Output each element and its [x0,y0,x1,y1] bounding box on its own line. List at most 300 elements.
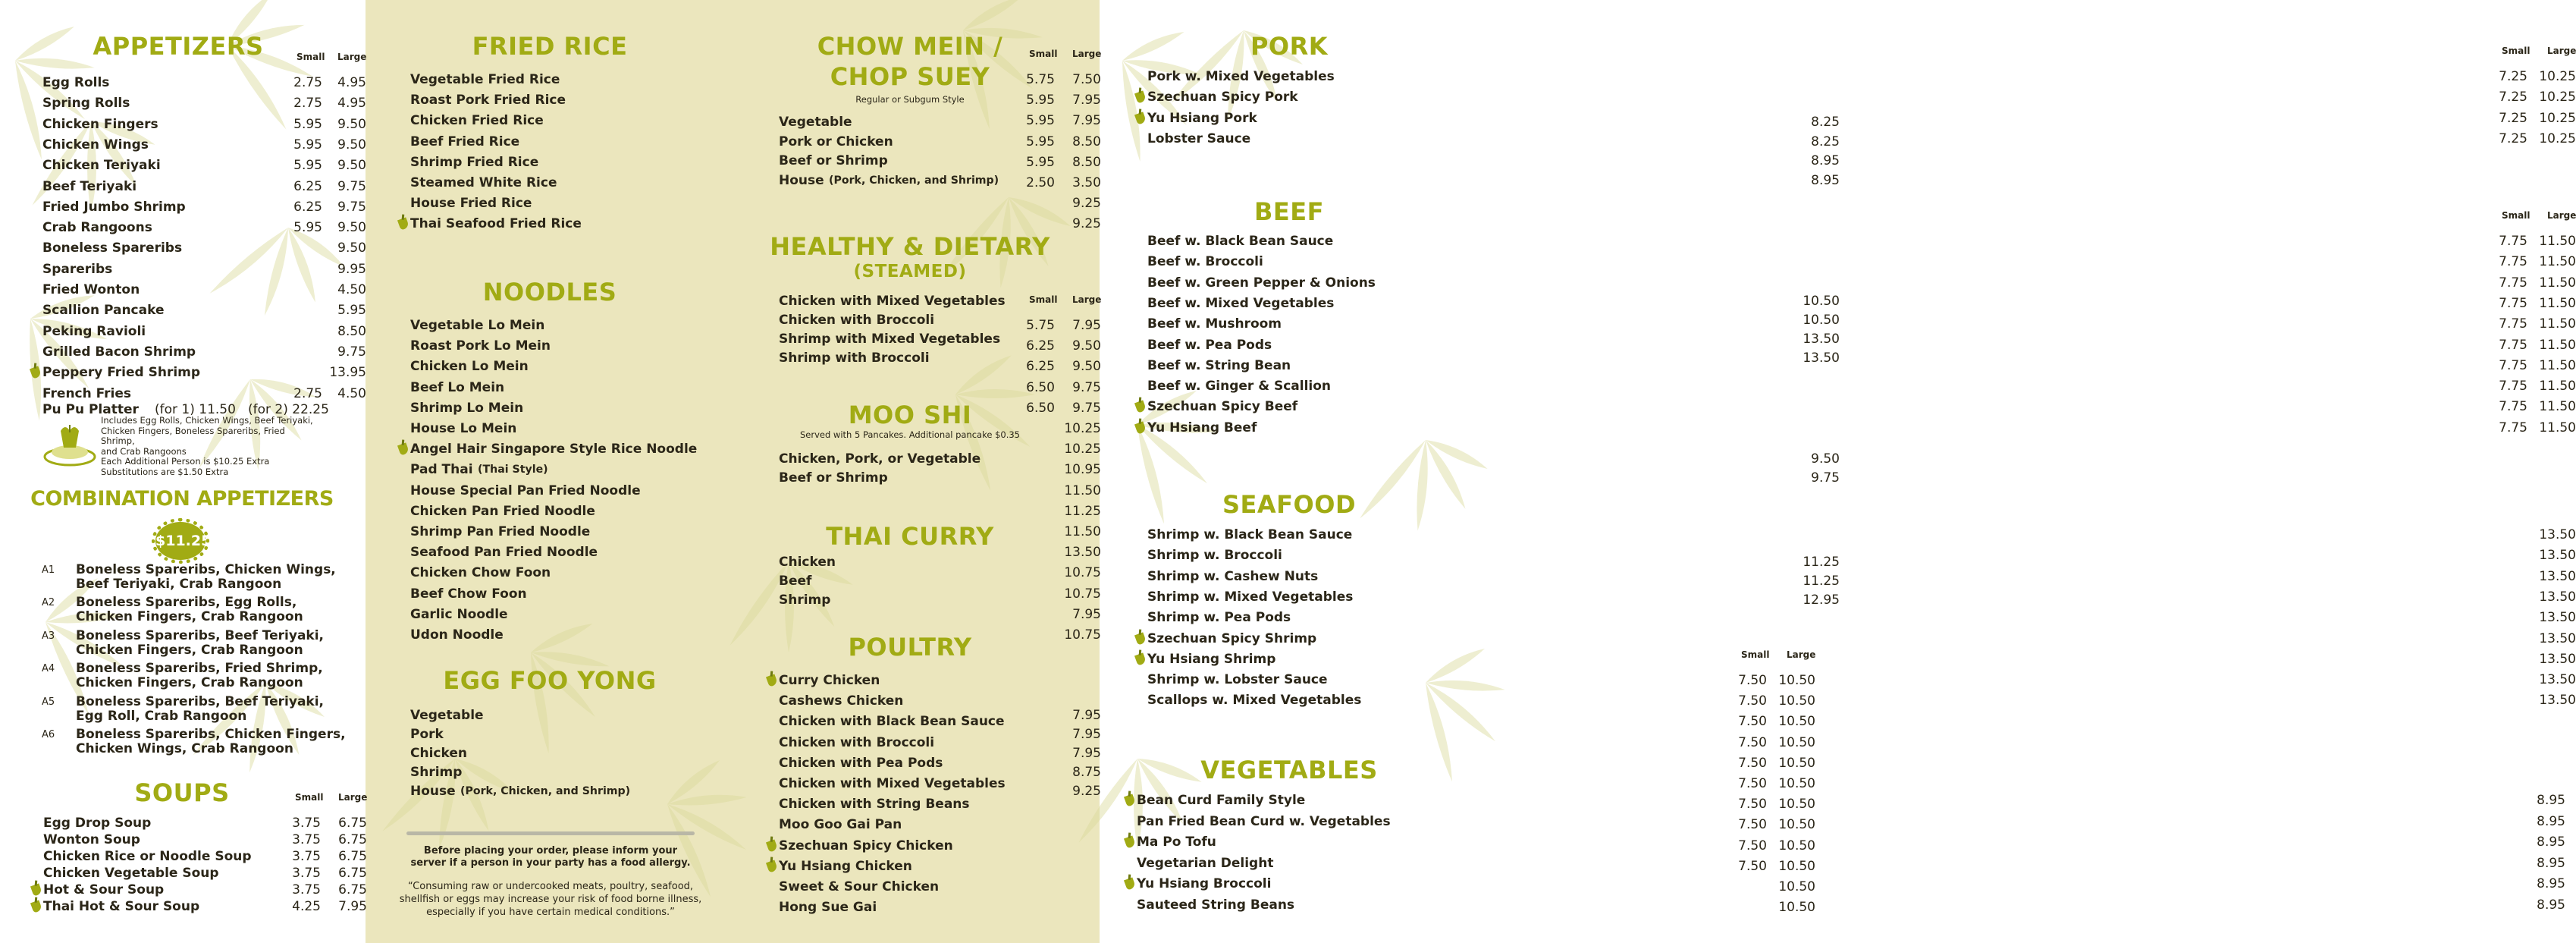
item-price-large: 7.95 [1072,93,1101,108]
column-header: Large [2547,210,2576,221]
item-name: Fried Jumbo Shrimp [42,199,186,215]
poultry-title: POULTRY [848,633,972,662]
item-price-large: 9.75 [337,178,366,194]
item-price-small: 6.25 [1026,359,1055,375]
item-price-large: 8.50 [1072,134,1101,149]
note-line: Substitutions are $1.50 Extra [101,466,229,477]
item-price: 13.50 [2539,630,2576,646]
item-price-large: 9.25 [1072,216,1101,232]
item-price-large: 11.50 [2539,420,2576,435]
item-price: 8.95 [2537,855,2565,871]
menu-item [1147,397,2576,416]
menu-item [42,342,366,362]
menu-item [1147,273,2576,293]
item-price: 8.95 [2537,813,2565,829]
menu-item [42,93,366,113]
column-header: Large [2547,46,2576,56]
menu-item [42,363,366,382]
column-header: Large [1072,294,1102,305]
item-price-large: 10.75 [1064,627,1101,643]
item-name: Pu Pu Platter [42,402,139,417]
menu-item [42,73,366,93]
item-price-small: 7.50 [1738,776,1767,791]
combo-id: A6 [42,729,55,740]
note-line: Each Additional Person is $10.25 Extra [101,456,270,467]
item-price-large: 10.50 [1778,673,1815,688]
item-price-small: 7.25 [2499,90,2527,105]
item-price-large: 10.50 [1778,734,1815,750]
item-price-small: 3.75 [292,849,321,864]
column-header: Large [338,792,368,803]
menu-item [410,542,1101,562]
item-price-large: 13.95 [329,365,366,381]
item-price-small: 6.25 [293,178,322,194]
menu-item [1147,629,2576,649]
item-price: 8.25 [1811,134,1840,149]
item-price-large: 10.25 [2539,90,2576,105]
item-price-large: 11.25 [1064,503,1101,519]
item-price-small: 7.25 [2499,130,2527,146]
item-price-large: 9.75 [337,344,366,360]
soups-title: SOUPS [134,778,230,807]
item-price-large: 4.50 [337,282,366,297]
item-price-large: 8.50 [337,323,366,339]
item-name: Lobster Sauce [1147,130,1251,146]
item-name: Beef or Shrimp [779,470,888,486]
consumption-warning [399,880,702,919]
item-price-small: 7.25 [2499,110,2527,126]
item-price-large: 10.25 [1064,421,1101,436]
item-name: Peppery Fried Shrimp [42,365,201,381]
item-price-small: 7.75 [2499,234,2527,249]
item-name: Vegetarian Delight [1137,855,1274,871]
item-price: 13.50 [2539,610,2576,626]
item-price-small: 2.75 [293,96,322,112]
item-price-large: 9.50 [337,220,366,236]
item-name: Hong Sue Gai [779,900,877,916]
item-price: 8.95 [1811,172,1840,188]
item-name: Shrimp with Broccoli [779,350,930,366]
item-name: Shrimp w. Pea Pods [1147,610,1291,626]
item-name: Roast Pork Fried Rice [410,93,566,108]
item-name: Fried Wonton [42,282,140,297]
menu-item [1147,418,2576,438]
item-name: Garlic Noodle [410,606,508,622]
item-name: Shrimp Pan Fried Noodle [410,524,591,539]
item-name: Vegetable [779,115,852,130]
item-price-large: 11.50 [2539,254,2576,270]
item-name: Chicken Fried Rice [410,113,544,129]
item-price-small: 7.50 [1738,714,1767,730]
item-price-small: 7.50 [1738,817,1767,833]
column-header: Large [1787,649,1816,660]
item-price-small: 7.75 [2499,316,2527,332]
item-name: Shrimp Lo Mein [410,400,524,416]
pupu-platter-icon [42,422,97,467]
item-price-large: 7.95 [1072,318,1101,333]
combo-description [76,728,346,756]
item-name: Chicken with Pea Pods [779,755,943,771]
item-price-small: 3.75 [292,866,321,881]
column-header: Small [2502,46,2531,56]
menu-item [1147,87,2576,107]
item-price-large: 6.75 [338,882,367,897]
item-name: Chicken Pan Fried Noodle [410,503,595,519]
item-price: 9.50 [1811,451,1840,467]
item-price: 8.95 [2537,897,2565,913]
item-name: Chicken Rice or Noodle Soup [43,849,252,864]
item-name: Shrimp with Mixed Vegetables [779,332,1001,347]
item-name: Angel Hair Singapore Style Rice Noodle [410,442,698,457]
note-line: Chicken Fingers, Boneless Spareribs, Fried Shrimp, [101,425,285,447]
item-price-large: 10.25 [2539,110,2576,126]
item-price-large: 9.50 [337,158,366,174]
menu-item [42,177,366,196]
item-price-small: 5.95 [1026,113,1055,129]
item-name: Chicken with Broccoli [779,313,935,328]
item-name: Roast Pork Lo Mein [410,338,551,354]
item-price: 7.95 [1072,746,1101,761]
moo-shi-title: MOO SHI [848,401,972,429]
column-header: Large [337,52,367,62]
combo-description [76,695,324,724]
item-price-large: 11.50 [2539,234,2576,249]
item-price-small: 4.25 [292,899,321,914]
item-price: 13.50 [2539,651,2576,667]
item-note: (Thai Style) [478,464,548,476]
item-price-large: 10.50 [1778,693,1815,709]
item-price-large: 10.50 [1778,714,1815,730]
item-name: Beef w. Pea Pods [1147,337,1272,353]
item-name: Vegetable Lo Mein [410,318,545,333]
item-price-small: 5.95 [293,158,322,174]
item-price-small: 7.75 [2499,275,2527,291]
item-name: Beef w. Ginger & Scallion [1147,379,1332,394]
item-name: Beef or Shrimp [779,153,888,168]
item-name: Chicken Vegetable Soup [43,866,219,881]
column-header: Small [295,792,324,803]
item-price-small: 5.95 [1026,134,1055,149]
item-price: 8.95 [2537,876,2565,891]
item-name: Chicken [779,555,836,570]
vegetables-title: VEGETABLES [1200,756,1378,784]
item-name: Seafood Pan Fried Noodle [410,545,598,561]
item-price: 8.75 [1072,765,1101,780]
item-price-large: 6.75 [338,832,367,847]
item-price-large: 11.50 [2539,316,2576,332]
item-name: Shrimp w. Broccoli [1147,548,1282,564]
item-price-large: 11.50 [2539,357,2576,373]
item-price-small: 6.25 [1026,338,1055,354]
item-price-large: 9.50 [1072,338,1101,354]
chow-mein-title-line2: CHOP SUEY [830,62,990,91]
item-price-large: 10.50 [1778,797,1815,813]
item-price: 13.50 [1803,332,1840,347]
column-header: Small [1029,294,1058,305]
item-price-small: 7.50 [1738,858,1767,874]
item-name: Chicken with Broccoli [779,734,935,750]
item-name: House [410,784,456,799]
item-name: Cashews Chicken [779,693,904,709]
item-name: Egg Rolls [42,75,110,90]
item-name: Grilled Bacon Shrimp [42,344,196,360]
item-price-small: 5.95 [293,137,322,152]
note-line: Includes Egg Rolls, Chicken Wings, Beef Teriyaki, [101,415,313,426]
item-name: Pan Fried Bean Curd w. Vegetables [1137,813,1391,829]
item-name: Thai Hot & Sour Soup [43,899,200,914]
divider-bar [406,831,695,835]
item-price: 13.50 [1803,350,1840,366]
item-name: House [779,172,824,188]
item-price-large: 9.50 [1072,359,1101,375]
item-name: Peking Ravioli [42,323,146,339]
menu-item [42,197,366,217]
item-price-large: 9.50 [337,240,366,256]
item-name: Crab Rangoons [42,220,152,236]
fried-rice-title: FRIED RICE [472,32,628,61]
menu-item [1147,525,2576,545]
item-price-large: 7.95 [1072,113,1101,129]
item-price-large: 11.50 [2539,295,2576,311]
chow-mein-subtitle: Regular or Subgum Style [855,94,965,105]
menu-item [1147,608,2576,627]
item-name: Chicken Lo Mein [410,359,529,375]
combo-description [76,563,336,592]
item-name: Beef Teriyaki [42,178,137,194]
item-name: Beef w. Green Pepper & Onions [1147,275,1376,291]
menu-item [410,193,1101,213]
item-price-large: 10.50 [1778,838,1815,853]
item-price-large: 9.75 [337,199,366,215]
item-price: 7.95 [1072,708,1101,723]
item-price-small: 7.50 [1738,838,1767,853]
item-name: Szechuan Spicy Beef [1147,399,1298,415]
item-name: Chicken, Pork, or Vegetable [779,451,981,467]
pupu-platter-note [101,416,321,478]
item-price-large: 9.75 [1072,400,1101,416]
item-price-large: 10.25 [2539,130,2576,146]
item-price-small: 7.75 [2499,379,2527,394]
item-name: Shrimp w. Cashew Nuts [1147,568,1319,584]
item-price: 13.50 [2539,693,2576,709]
item-price-small: 2.75 [293,75,322,90]
item-price-large: 7.95 [338,899,367,914]
item-price-large: 6.75 [338,849,367,864]
item-price-large: 9.75 [1072,379,1101,395]
item-price-large: 4.95 [337,75,366,90]
item-name: Beef Fried Rice [410,134,520,149]
item-price-large: 6.75 [338,816,367,831]
menu-item [42,322,366,341]
item-price-large: 10.75 [1064,565,1101,581]
item-name: Yu Hsiang Pork [1147,110,1257,126]
item-name: Chicken [410,746,467,761]
menu-item [42,135,366,155]
item-name: Beef w. Mushroom [1147,316,1282,332]
item-price-small: 5.95 [293,220,322,236]
item-name: Shrimp w. Black Bean Sauce [1147,527,1353,542]
item-price-small: 5.95 [293,116,322,132]
item-name: Vegetable Fried Rice [410,72,560,87]
menu-item [42,218,366,237]
healthy-title: HEALTHY & DIETARY [770,232,1050,261]
item-price-large: 6.75 [338,866,367,881]
combo-description [76,662,323,690]
item-price-large: 10.50 [1778,817,1815,833]
item-price-large: 7.50 [1072,72,1101,87]
item-price-large: 4.50 [337,385,366,401]
item-name: Beef Chow Foon [410,586,527,602]
item-price-for2: (for 2) 22.25 [248,402,329,417]
combo-line: Boneless Spareribs, Egg Rolls, [76,595,297,611]
item-price-large: 4.95 [337,96,366,112]
menu-item [410,481,1101,501]
item-name: French Fries [42,385,132,401]
item-price-small: 3.75 [292,882,321,897]
menu-item [1147,231,2576,251]
item-price-small: 7.75 [2499,420,2527,435]
item-price: 13.50 [2539,672,2576,688]
combo-line: Boneless Spareribs, Beef Teriyaki, [76,627,325,643]
item-price-small: 7.75 [2499,295,2527,311]
item-name: Udon Noodle [410,627,504,643]
menu-item [1147,376,2576,396]
column-header: Large [1072,49,1102,59]
menu-item [410,605,1101,624]
item-price-small: 5.75 [1026,318,1055,333]
item-price-large: 9.95 [337,261,366,277]
item-price: 9.75 [1811,470,1840,486]
combo-line: Boneless Spareribs, Chicken Fingers, [76,727,346,742]
menu-item [410,214,1101,234]
item-price: 8.95 [1811,153,1840,168]
allergy-line: Before placing your order, please inform your [423,845,678,857]
item-name: Sweet & Sour Chicken [779,879,940,894]
item-name: Chicken with Black Bean Sauce [779,714,1005,730]
item-name: Beef Lo Mein [410,379,505,395]
pork-title: PORK [1250,32,1329,61]
combo-description [76,596,303,624]
item-price-small: 7.75 [2499,399,2527,415]
combo-id: A1 [42,564,55,576]
item-price-large: 11.50 [2539,275,2576,291]
item-price-small: 7.50 [1738,693,1767,709]
noodles-title: NOODLES [482,278,617,306]
item-price-small: 6.25 [293,199,322,215]
combo-id: A5 [42,696,55,708]
item-name: Chicken with Mixed Vegetables [779,776,1006,791]
item-price-small: 5.95 [1026,154,1055,170]
item-price-large: 10.50 [1778,755,1815,771]
seafood-title: SEAFOOD [1222,490,1356,519]
item-price-large: 9.25 [1072,196,1101,212]
allergy-notice [399,845,702,869]
column-header: Small [297,52,325,62]
item-name: Shrimp [410,765,463,780]
combo-line: Boneless Spareribs, Beef Teriyaki, [76,693,325,709]
item-name: Moo Goo Gai Pan [779,817,902,833]
item-price: 13.50 [2539,548,2576,564]
combo-line: Chicken Fingers, Crab Rangoon [76,609,303,625]
item-name: Curry Chicken [779,673,880,688]
item-name: Wonton Soup [43,832,140,847]
menu-item [42,259,366,279]
item-price: 7.95 [1072,727,1101,742]
item-price: 10.50 [1803,313,1840,328]
item-name: Shrimp [779,593,831,608]
item-price-small: 5.75 [1026,72,1055,87]
column-header: Small [1741,649,1770,660]
item-name: Yu Hsiang Beef [1147,420,1257,435]
item-price-small: 2.50 [1026,175,1055,190]
column-header: Small [1029,49,1058,59]
item-name: Yu Hsiang Shrimp [1147,651,1276,667]
item-name: Beef [779,574,812,589]
item-price-small: 7.75 [2499,337,2527,353]
item-price-large: 10.95 [1064,462,1101,478]
item-name: Shrimp Fried Rice [410,154,539,170]
item-price-large: 7.95 [1072,606,1101,622]
menu-item [42,238,366,258]
item-name: House Lo Mein [410,421,517,436]
item-price-large: 10.50 [1778,776,1815,791]
column-header: Small [2502,210,2531,221]
combo-id: A3 [42,630,55,642]
item-price: 9.25 [1072,784,1101,799]
combo-description [76,629,324,658]
item-price-small: 7.50 [1738,797,1767,813]
item-name: Chicken Teriyaki [42,158,161,174]
item-price-small: 3.75 [292,832,321,847]
item-name: Scallops w. Mixed Vegetables [1147,693,1362,709]
item-price-for1: (for 1) 11.50 [155,402,236,417]
item-price-large: 8.50 [1072,154,1101,170]
item-price-large: 11.50 [1064,483,1101,498]
menu-item [1147,67,2576,86]
item-price-large: 10.50 [1778,900,1815,916]
combo-line: Chicken Wings, Crab Rangoon [76,741,293,756]
healthy-subtitle: (STEAMED) [853,262,967,281]
item-name: Beef w. String Bean [1147,357,1291,373]
item-price-large: 10.75 [1064,586,1101,602]
menu-item [410,625,1101,645]
item-price: 8.95 [2537,835,2565,850]
item-price-large: 11.50 [2539,399,2576,415]
item-price-large: 10.50 [1778,879,1815,894]
menu-item [43,897,367,916]
item-name: Pork [410,727,444,742]
item-price-small: 6.50 [1026,400,1055,416]
item-price-small: 7.75 [2499,254,2527,270]
item-name: Spring Rolls [42,96,130,112]
item-name: Shrimp w. Lobster Sauce [1147,672,1328,688]
thai-curry-title: THAI CURRY [826,522,994,551]
warning-line: shellfish or eggs may increase your risk of food borne illness, [399,894,702,905]
item-name: Hot & Sour Soup [43,882,165,897]
item-name: Beef w. Black Bean Sauce [1147,234,1334,249]
menu-item [410,378,1101,398]
item-name: Scallion Pancake [42,303,165,319]
allergy-line: server if a person in your party has a food allergy. [410,857,691,869]
item-price-small: 7.50 [1738,673,1767,688]
menu-item [42,300,366,320]
item-name: Yu Hsiang Chicken [779,858,912,874]
combo-line: Chicken Fingers, Crab Rangoon [76,675,303,691]
item-name: Beef w. Mixed Vegetables [1147,295,1335,311]
item-price-large: 9.50 [337,116,366,132]
combo-line: Chicken Fingers, Crab Rangoon [76,642,303,658]
item-price: 8.95 [2537,793,2565,808]
